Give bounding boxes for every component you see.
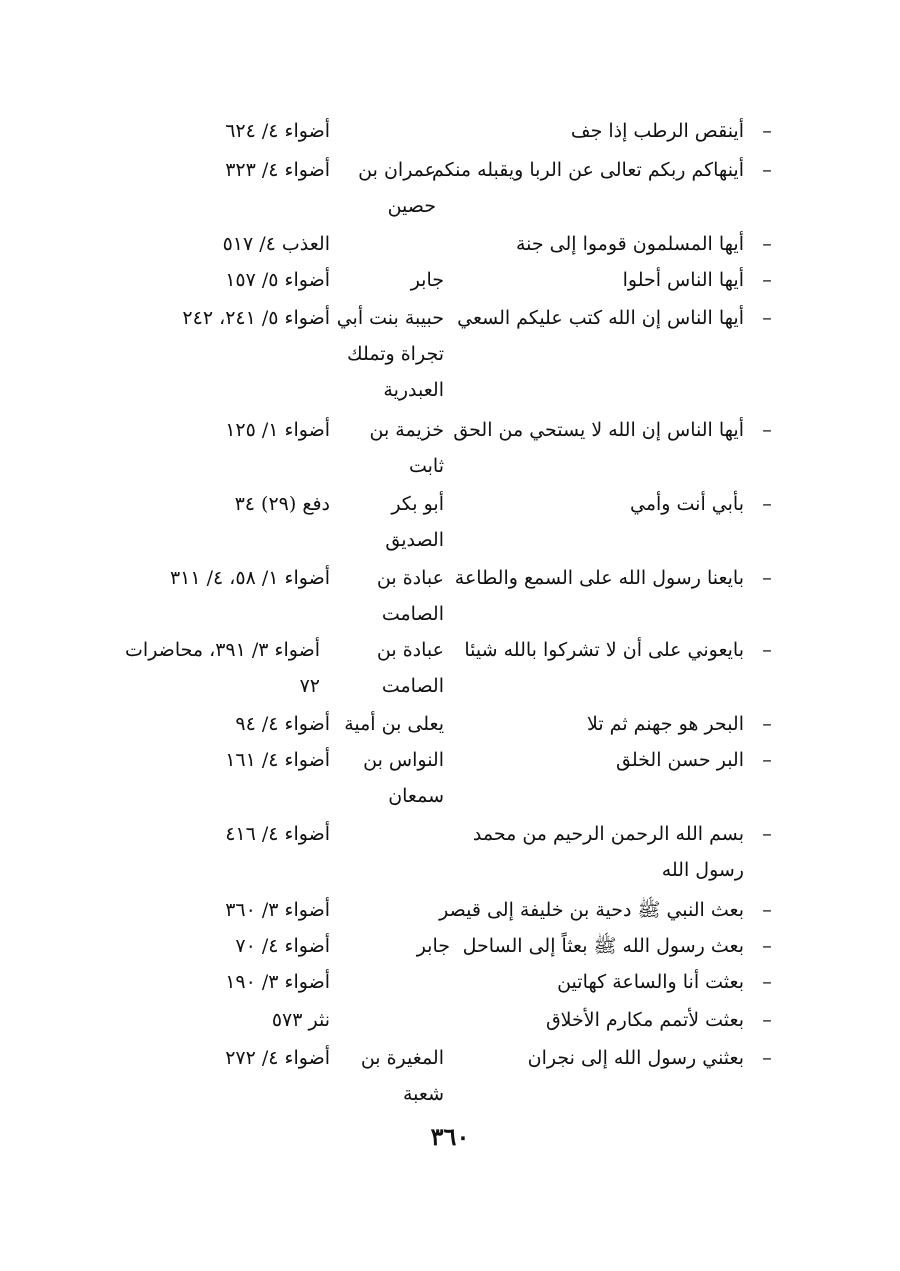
narrator-name: حبيبة بنت أبي تجراة وتملك العبدرية [336,307,444,401]
narrator-name: النواس بن سمعان [363,749,444,807]
hadith-text: بعثت لأتمم مكارم الأخلاق [545,1009,744,1031]
source-reference: أضواء ٣/ ٣٩١، محاضرات ٧٢ [125,639,320,697]
narrator-name: عبادة بن الصامت [376,567,444,625]
entry-dash: – [762,823,772,845]
hadith-text: أيها الناس أحلوا [622,269,744,291]
hadith-text: أيها الناس إن الله كتب عليكم السعي [457,307,744,329]
page-number: ٣٦٠ [430,1122,470,1151]
source-reference: أضواء ٤/ ٣٢٣ [225,159,330,181]
narrator-name: المغيرة بن شعبة [360,1047,444,1105]
entry-dash: – [762,567,772,589]
narrator-name: عمران بن حصين [358,159,436,217]
source-reference: أضواء ٤/ ٤١٦ [225,823,330,845]
entry-dash: – [762,935,772,957]
hadith-text: بعثني رسول الله إلى نجران [527,1047,744,1069]
entry-dash: – [762,899,772,921]
entry-dash: – [762,713,772,735]
hadith-text: بايعوني على أن لا تشركوا بالله شيئا [464,639,744,661]
narrator-name: جابر [416,935,450,957]
entry-dash: – [762,269,772,291]
source-reference: أضواء ٥/ ٢٤١، ٢٤٢ [182,307,330,329]
source-reference: أضواء ٤/ ٦٢٤ [225,120,330,142]
hadith-text: بسم الله الرحمن الرحيم من محمد رسول الله [472,823,744,881]
entry-dash: – [762,1047,772,1069]
hadith-text: أينقص الرطب إذا جف [570,120,744,142]
source-reference: نثر ٥٧٣ [271,1009,330,1031]
entry-dash: – [762,419,772,441]
entry-dash: – [762,233,772,255]
narrator-name: جابر [410,269,444,291]
entry-dash: – [762,639,772,661]
entry-dash: – [762,120,772,142]
hadith-text: بايعنا رسول الله على السمع والطاعة [454,567,744,589]
source-reference: أضواء ٤/ ٢٧٢ [225,1047,330,1069]
narrator-name: يعلى بن أمية [344,713,444,735]
hadith-text: أيها الناس إن الله لا يستحي من الحق [453,419,744,441]
source-reference: أضواء ٤/ ٩٤ [235,713,330,735]
source-reference: أضواء ٣/ ٣٦٠ [225,899,330,921]
hadith-text: بعث النبي ﷺ دحية بن خليفة إلى قيصر [439,899,744,921]
source-reference: أضواء ١/ ١٢٥ [225,419,330,441]
entry-dash: – [762,1009,772,1031]
source-reference: أضواء ٥/ ١٥٧ [225,269,330,291]
narrator-name: خزيمة بن ثابت [369,419,444,477]
source-reference: أضواء ٤/ ١٦١ [225,749,330,771]
entry-dash: – [762,493,772,515]
entry-dash: – [762,159,772,181]
hadith-text: بأبي أنت وأمي [630,493,744,515]
hadith-text: بعثت أنا والساعة كهاتين [557,971,744,993]
source-reference: أضواء ١/ ٥٨، ٤/ ٣١١ [169,567,330,589]
source-reference: أضواء ٣/ ١٩٠ [225,971,330,993]
narrator-name: عبادة بن الصامت [376,639,444,697]
hadith-text: أيها المسلمون قوموا إلى جنة [515,233,744,255]
narrator-name: أبو بكر الصديق [385,493,444,551]
entry-dash: – [762,971,772,993]
entry-dash: – [762,749,772,771]
hadith-text: البر حسن الخلق [616,749,744,771]
hadith-text: بعث رسول الله ﷺ بعثاً إلى الساحل [462,935,744,957]
hadith-text: أينهاكم ربكم تعالى عن الربا ويقبله منكم [431,159,744,181]
source-reference: العذب ٤/ ٥١٧ [222,233,330,255]
source-reference: أضواء ٤/ ٧٠ [235,935,330,957]
entry-dash: – [762,307,772,329]
source-reference: دفع (٢٩) ٣٤ [234,493,330,515]
hadith-text: البحر هو جهنم ثم تلا [587,713,744,735]
